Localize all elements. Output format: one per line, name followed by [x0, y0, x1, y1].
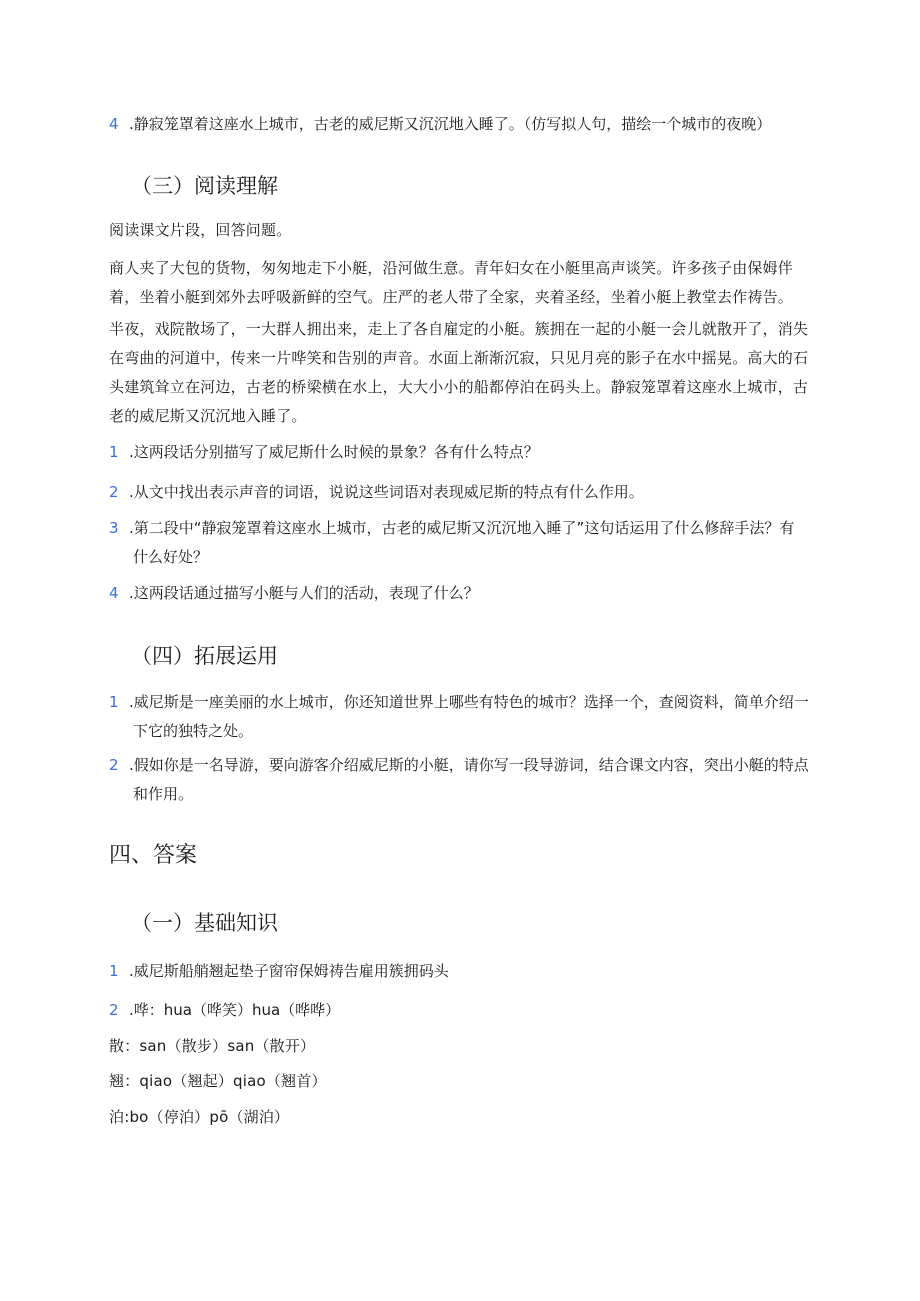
question-number: 3 — [109, 519, 119, 537]
answer-item — [109, 957, 809, 986]
passage-paragraph-1: 商人夹了大包的货物，匆匆地走下小艇，沿河做生意。青年妇女在小艇里高声谈笑。许多孩子由保姆伴着，坐着小艇到郊外去呼吸新鲜的空气。庄严的老人带了全家，夹着圣经，坐着小艇上教堂去作祷告。 — [109, 259, 794, 306]
answers-heading: 四、答案 — [109, 843, 198, 868]
answer-text: .威尼斯船艄翘起垫子窗帘保姆祷告雇用簇拥码头 — [129, 962, 449, 980]
question-item — [109, 514, 809, 572]
answer-item — [109, 996, 809, 1025]
question-item — [109, 751, 809, 809]
question-text: .这两段话通过描写小艇与人们的活动，表现了什么？ — [129, 584, 479, 602]
section-heading-basics: （一）基础知识 — [131, 911, 278, 935]
question-item — [109, 438, 809, 467]
answer-number: 1 — [109, 962, 119, 980]
section-heading-extension: （四）拓展运用 — [131, 644, 278, 668]
question-item — [109, 110, 809, 139]
question-text: .假如你是一名导游，要向游客介绍威尼斯的小艇，请你写一段导游词，结合课文内容，突出小艇的特点和作用。 — [129, 756, 809, 803]
question-item — [109, 688, 809, 746]
question-number: 1 — [109, 693, 119, 711]
question-text: .静寂笼罩着这座水上城市，古老的威尼斯又沉沉地入睡了。（仿写拟人句，描绘一个城市的夜晚） — [129, 115, 772, 133]
question-number: 2 — [109, 483, 119, 501]
question-number: 1 — [109, 443, 119, 461]
answer-line: 翘：qiao（翘起）qiao（翘首） — [109, 1072, 327, 1090]
question-item — [109, 579, 809, 608]
question-number: 4 — [109, 115, 119, 133]
answer-number: 2 — [109, 1001, 119, 1019]
question-text: .威尼斯是一座美丽的水上城市，你还知道世界上哪些有特色的城市？选择一个，查阅资料，简单介绍一下它的独特之处。 — [129, 693, 809, 740]
question-number: 2 — [109, 756, 119, 774]
passage-paragraph-2: 半夜，戏院散场了，一大群人拥出来，走上了各自雇定的小艇。簇拥在一起的小艇一会儿就散开了，消失在弯曲的河道中，传来一片哗笑和告别的声音。水面上渐渐沉寂，只见月亮的影子在水中摇晃。高大的石头建筑耸立在河边，古老的桥梁横在水上，大大小小的船都停泊在码头上。静寂笼罩着这座水上城市，古老的威尼斯又沉沉地入睡了。 — [109, 320, 809, 425]
answer-text: .哗：hua（哗笑）hua（哗哗） — [129, 1001, 341, 1019]
question-item — [109, 478, 809, 507]
question-text: .第二段中“静寂笼罩着这座水上城市，古老的威尼斯又沉沉地入睡了”这句话运用了什么修辞手法？有什么好处？ — [129, 519, 795, 566]
answer-line: 散：san（散步）san（散开） — [109, 1037, 316, 1055]
answer-line: 泊:bo（停泊）pō（湖泊） — [109, 1108, 290, 1126]
question-number: 4 — [109, 584, 119, 602]
section-heading-reading: （三）阅读理解 — [131, 174, 278, 198]
question-text: .从文中找出表示声音的词语，说说这些词语对表现威尼斯的特点有什么作用。 — [129, 483, 644, 501]
question-text: .这两段话分别描写了威尼斯什么时候的景象？各有什么特点？ — [129, 443, 539, 461]
reading-intro: 阅读课文片段，回答问题。 — [109, 221, 292, 239]
